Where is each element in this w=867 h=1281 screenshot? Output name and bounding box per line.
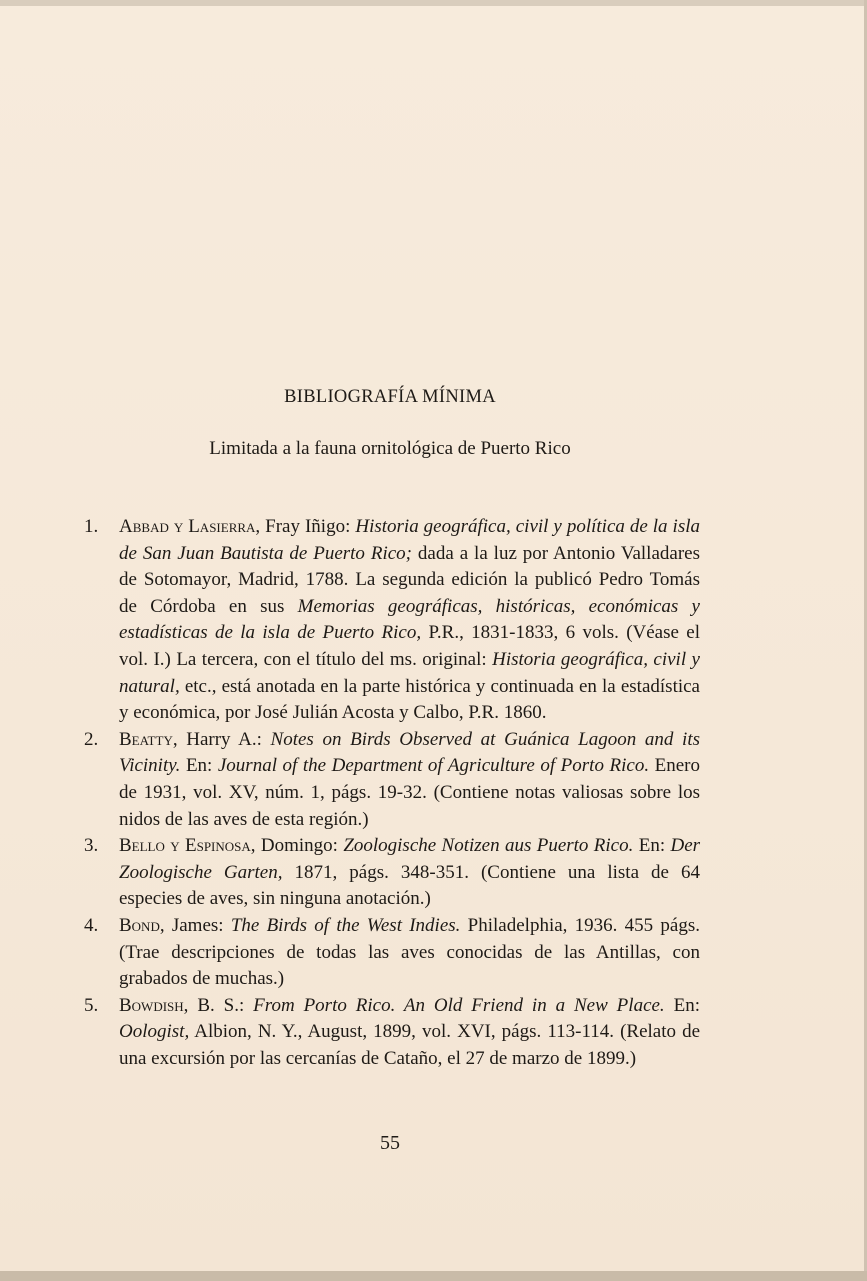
- page-number: 55: [380, 1132, 400, 1154]
- entry-title: Der Zoologische Garten,: [119, 835, 701, 883]
- entry-text: Philadelphia, 1936. 455 págs. (Trae descripciones de todas las aves conocidas de las Antillas, con grabados de muchas.): [119, 914, 700, 990]
- entry-number: 5.: [84, 994, 99, 1016]
- bibliography-entry: [84, 833, 701, 913]
- entry-text: Fray Iñigo:: [260, 516, 356, 537]
- entry-title: Journal of the Department of Agriculture of Porto Rico.: [217, 755, 650, 777]
- entry-title: Historia geográfica, civil y política de la isla de San Juan Bautista de Puerto Rico;: [119, 516, 700, 564]
- entry-number: 4.: [84, 914, 99, 936]
- bibliography-entry: [84, 727, 700, 833]
- page-title: BIBLIOGRAFÍA MÍNIMA: [284, 387, 496, 407]
- entry-title: Zoologische Notizen aus Puerto Rico.: [343, 835, 634, 857]
- entry-author: Bond,: [119, 914, 165, 936]
- entry-text: Enero de 1931, vol. XV, núm. 1, págs. 19-32. (Contiene notas valiosas sobre los nidos de las aves de esta región.): [119, 755, 700, 830]
- entry-number: 2.: [84, 728, 99, 750]
- entry-text: 1871, págs. 348-351. (Contiene una lista de 64 especies de aves, sin ninguna anotación.): [119, 861, 700, 910]
- entry-text: Harry A.:: [177, 728, 271, 750]
- entry-text: etc., está anotada en la parte histórica y continuada en la estadística y económica, por José Julián Acosta y Calbo, P.R. 1860.: [119, 675, 700, 724]
- entry-text: P.R., 1831-1833, 6 vols. (Véase el vol. I.) La tercera, con el título del ms. original:: [119, 622, 701, 670]
- entry-author: Bello y Espinosa,: [119, 835, 256, 857]
- entry-text: Domingo:: [255, 835, 344, 857]
- entry-text: En:: [664, 994, 700, 1016]
- entry-title: Notes on Birds Observed at Guánica Lagoon and its Vicinity.: [119, 728, 700, 777]
- entry-title: Oologist,: [119, 1021, 190, 1043]
- entry-text: Albion, N. Y., August, 1899, vol. XVI, págs. 113-114. (Relato de una excursión por las cercanías de Cataño, el 27 de marzo de 1899.): [119, 1021, 700, 1069]
- entry-text: B. S.:: [188, 994, 254, 1016]
- page-subtitle: Limitada a la fauna ornitológica de Puerto Rico: [209, 438, 571, 459]
- scan-edge-top: [0, 0, 867, 6]
- entry-text: dada a la luz por Antonio Valladares de Sotomayor, Madrid, 1788. La segunda edición la publicó Pedro Tomás de Córdoba en sus: [119, 542, 700, 617]
- entry-title: Historia geográfica, civil y natural,: [119, 648, 700, 697]
- entry-author: Bowdish,: [119, 994, 189, 1016]
- entry-author: Beatty,: [119, 728, 178, 750]
- bibliography-entry: [84, 514, 701, 727]
- entry-title: The Birds of the West Indies.: [230, 914, 461, 936]
- entry-title: Memorias geográficas, históricas, económicas y estadísticas de la isla de Puerto Rico,: [119, 595, 700, 644]
- bibliography-entry: [84, 993, 700, 1073]
- entry-number: 1.: [84, 516, 99, 537]
- entry-text: En:: [180, 755, 218, 777]
- entry-text: James:: [164, 914, 231, 936]
- entry-number: 3.: [84, 835, 99, 857]
- scan-edge-bottom: [0, 1271, 867, 1281]
- entry-text: En:: [633, 835, 671, 857]
- entry-author: Abbad y Lasierra,: [119, 516, 261, 537]
- entry-title: From Porto Rico. An Old Friend in a New Place.: [253, 994, 665, 1016]
- bibliography-list: [84, 514, 701, 1072]
- bibliography-entry: [84, 913, 700, 993]
